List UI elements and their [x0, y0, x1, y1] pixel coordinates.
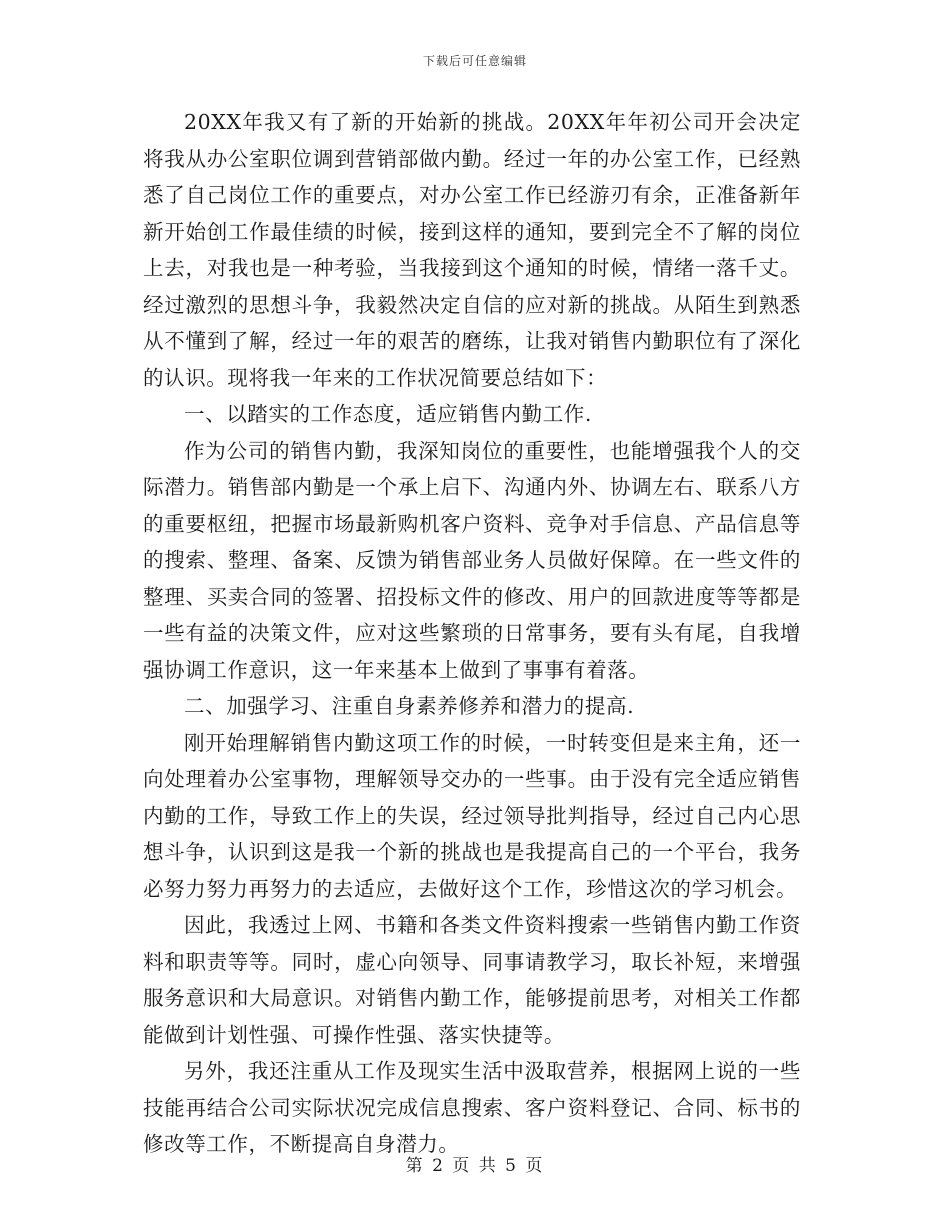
paragraph-learning: 刚开始理解销售内勤这项工作的时候，一时转变但是来主角，还一向处理着办公室事物，理解领导交办的一些事。由于没有完全适应销售内勤的工作，导致工作上的失误，经过领导批判指导，经过自己内心思想斗争，认识到这是我一个新的挑战也是我提高自己的一个平台，我务必努力努力再努力的去适应，去做好这个工作，珍惜这次的学习机会。 [143, 730, 801, 901]
section-heading-1: 一、以踏实的工作态度，适应销售内勤工作. [184, 402, 593, 426]
paragraph-role: 作为公司的销售内勤，我深知岗位的重要性，也能增强我个人的交际潜力。销售部内勤是一个承上启下、沟通内外、协调左右、联系八方的重要枢纽，把握市场最新购机客户资料、竞争对手信息、产品信息等的搜索、整理、备案、反馈为销售部业务人员做好保障。在一些文件的整理、买卖合同的签署、招投标文件的修改、用户的回款进度等等都是一些有益的决策文件，应对这些繁琐的日常事务，要有头有尾，自我增强协调工作意识，这一年来基本上做到了事事有着落。 [143, 438, 801, 682]
document-body [143, 104, 801, 1163]
paragraph-intro: 20XX年我又有了新的开始新的挑战。20XX年年初公司开会决定将我从办公室职位调到营销部做内勤。经过一年的办公室工作，已经熟悉了自己岗位工作的重要点，对办公室工作已经游刃有余，正准备新年新开始创工作最佳绩的时候，接到这样的通知，要到完全不了解的岗位上去，对我也是一种考验，当我接到这个通知的时候，情绪一落千丈。经过激烈的思想斗争，我毅然决定自信的应对新的挑战。从陌生到熟悉从不懂到了解，经过一年的艰苦的磨练，让我对销售内勤职位有了深化的认识。现将我一年来的工作状况简要总结如下： [143, 110, 801, 390]
page-number: 第 2 页 共 5 页 [405, 1156, 545, 1176]
page-header: 下载后可任意编辑 [422, 54, 527, 68]
paragraph-research: 因此，我透过上网、书籍和各类文件资料搜索一些销售内勤工作资料和职责等等。同时，虚心向领导、同事请教学习，取长补短，来增强服务意识和大局意识。对销售内勤工作，能够提前思考，对相关工作都能做到计划性强、可操作性强、落实快捷等。 [143, 913, 801, 1047]
paragraph-additional: 另外，我还注重从工作及现实生活中汲取营养，根据网上说的一些技能再结合公司实际状况完成信息搜索、客户资料登记、合同、标书的修改等工作，不断提高自身潜力。 [143, 1059, 801, 1156]
section-heading-2: 二、加强学习、注重自身素养修养和潜力的提高. [184, 694, 635, 718]
